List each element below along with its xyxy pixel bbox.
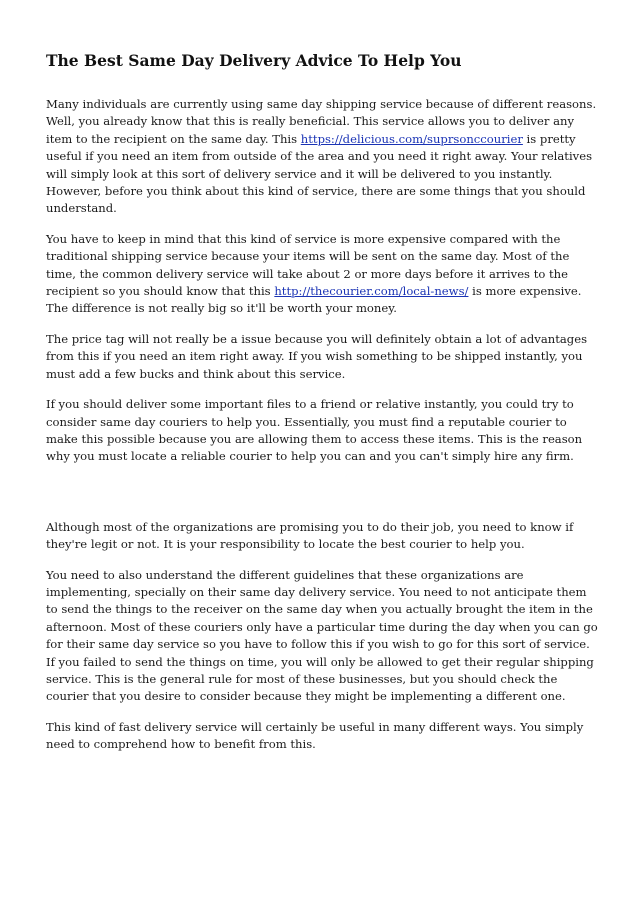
paragraph-1-text-start: Many individuals are currently using same day shipping service because of different reasons. Well, you already know that this is really beneficial. This service allows you to deliver any item to the recipient on the same day. This — [46, 97, 597, 146]
paragraph-3: The price tag will not really be a issue because you will definitely obtain a lot of advantages from this if you need an item right away. If you wish something to be shipped instantly, you must add a few bucks and think about this service. — [46, 331, 588, 381]
document-page — [46, 50, 598, 767]
paragraph-5: Although most of the organizations are promising you to do their job, you need to know if they're legit or not. It is your responsibility to locate the best courier to help you. — [46, 519, 574, 552]
paragraph-6: You need to also understand the different guidelines that these organizations are implementing, specially on their same day delivery service. You need to not anticipate them to send the things to the receiver on the same day when you actually brought the item in the afternoon. Most of these couriers only have a particular time during the day when you can go for their same day service so you have to follow this if you wish to go for this sort of service. If you failed to send the things on time, you will only be allowed to get their regular shipping service. This is the general rule for most of these businesses, but you should check the courier that you desire to consider because they might be implementing a different one. — [46, 567, 598, 704]
paragraph-2-text-start: You have to keep in mind that this kind of service is more expensive compared with the traditional shipping service because your items will be sent on the same day. Most of the time, the common delivery service will take about 2 or more days before it arrives to the recipient so you should know that this — [46, 231, 570, 299]
document-title: The Best Same Day Delivery Advice To Help You — [46, 51, 462, 70]
delicious-link[interactable]: https://delicious.com/suprsonccourier — [300, 131, 523, 146]
paragraph-2-text-end: is more expensive. The difference is not really big so it'll be worth your money. — [46, 284, 582, 316]
paragraph-4: If you should deliver some important files to a friend or relative instantly, you could try to consider same day couriers to help you. Essentially, you must find a reputable courier to make this possible because you are allowing them to access these items. This is the reason why you must locate a reliable courier to help you can and you can't simply hire any firm. — [46, 397, 583, 464]
paragraph-1-text-end: is pretty useful if you need an item from outside of the area and you need it right away. Your relatives will simply look at this sort of delivery service and it will be delivered to you instantly. However, before you think about this kind of service, there are some things that you should understand. — [46, 131, 593, 216]
blank-space — [46, 479, 598, 519]
paragraph-2 — [46, 231, 598, 318]
thecourier-link[interactable]: http://thecourier.com/local-news/ — [274, 284, 469, 299]
paragraph-1 — [46, 96, 598, 218]
paragraph-7: This kind of fast delivery service will certainly be useful in many different ways. You simply need to comprehend how to benefit from this. — [46, 719, 584, 752]
